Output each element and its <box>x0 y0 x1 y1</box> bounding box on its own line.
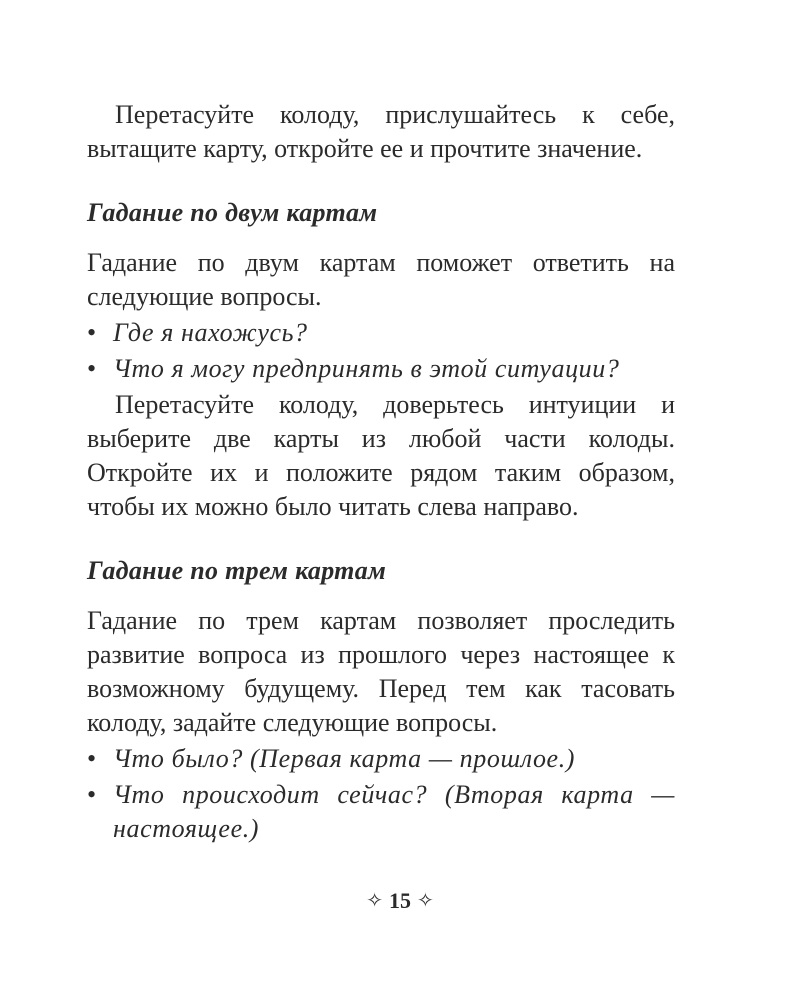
section-two-instructions: Перетасуйте колоду, доверьтесь интуиции и выберите две карты из любой части колоды. Откройте их и положите рядом таким образом, чтобы их можно было читать слева направо. <box>87 390 675 521</box>
section-two-question-list <box>87 316 675 386</box>
bullet-icon: • <box>87 318 97 347</box>
page-footer <box>0 888 800 914</box>
question-text: Что было? (Первая карта — прошлое.) <box>113 744 576 773</box>
bullet-icon: • <box>87 744 97 773</box>
ornament-star-icon: ✧ <box>366 890 383 912</box>
intro-paragraph: Перетасуйте колоду, прислушайтесь к себе, вытащите карту, откройте ее и прочтите значение. <box>87 100 675 163</box>
bullet-icon: • <box>87 780 97 809</box>
list-item <box>87 316 675 350</box>
list-item <box>87 778 675 846</box>
question-text: Что происходит сейчас? (Вторая карта — настоящее.) <box>113 780 675 843</box>
question-text: Где я нахожусь? <box>113 318 308 347</box>
section-two-heading: Гадание по двум картам <box>87 198 378 227</box>
list-item <box>87 742 675 776</box>
section-three-heading: Гадание по трем картам <box>87 556 387 585</box>
page-body <box>87 98 675 846</box>
section-two-intro: Гадание по двум картам поможет ответить на следующие вопросы. <box>87 248 675 311</box>
page-number: 15 <box>389 888 411 913</box>
section-three-question-list <box>87 742 675 846</box>
question-text: Что я могу предпринять в этой ситуации? <box>113 354 620 383</box>
ornament-star-icon: ✧ <box>417 890 434 912</box>
bullet-icon: • <box>87 354 97 383</box>
list-item <box>87 352 675 386</box>
section-three-intro: Гадание по трем картам позволяет проследить развитие вопроса из прошлого через настоящее к возможному будущему. Перед тем как тасовать колоду, задайте следующие вопросы. <box>87 606 675 737</box>
